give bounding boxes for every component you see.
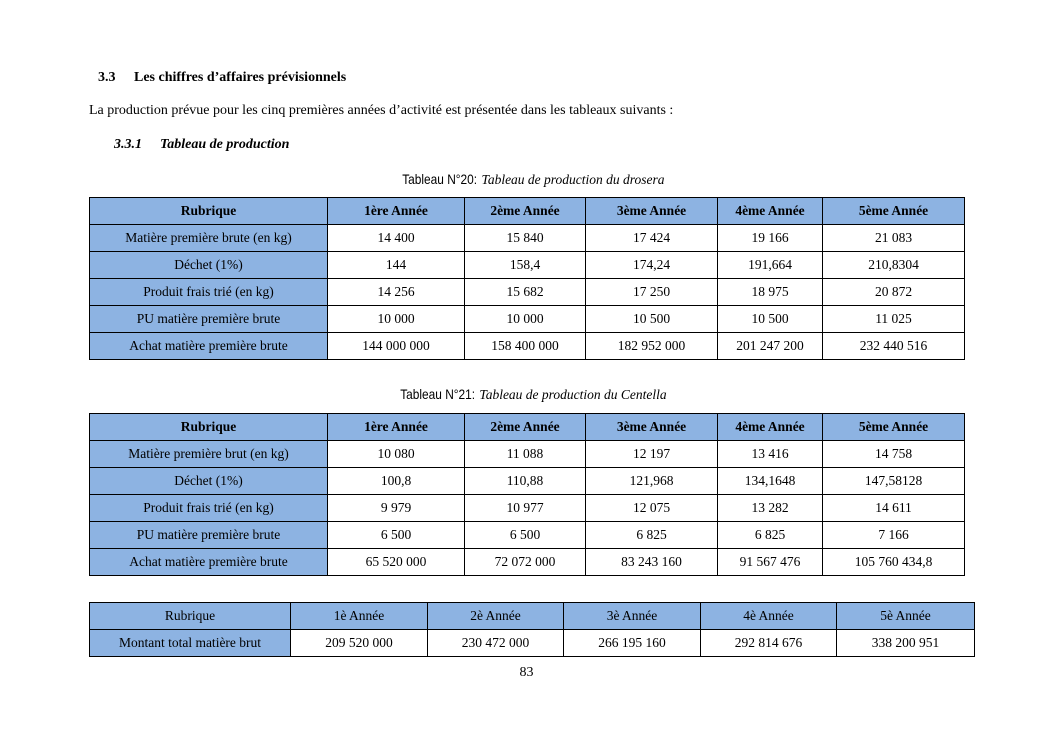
section-title: Les chiffres d’affaires prévisionnels: [134, 70, 347, 85]
table-cell: 11 025: [823, 306, 965, 333]
subsection-number: 3.3.1: [114, 137, 142, 152]
section-heading: [98, 70, 346, 86]
column-header: 4ème Année: [718, 198, 823, 225]
table2-caption-title: Tableau de production du Centella: [479, 387, 667, 402]
table2-caption: [89, 386, 965, 403]
table-cell: 10 080: [328, 441, 465, 468]
row-label: Montant total matière brut: [90, 630, 291, 657]
column-header: 5è Année: [837, 603, 975, 630]
table-row: [90, 468, 965, 495]
row-label: PU matière première brute: [90, 306, 328, 333]
table-cell: 18 975: [718, 279, 823, 306]
table-row: [90, 252, 965, 279]
table-cell: 72 072 000: [465, 549, 586, 576]
table-cell: 65 520 000: [328, 549, 465, 576]
intro-paragraph: La production prévue pour les cinq premières années d’activité est présentée dans les tableaux suivants :: [89, 103, 674, 118]
row-label: Matière première brut (en kg): [90, 441, 328, 468]
table-row: [90, 333, 965, 360]
table-cell: 110,88: [465, 468, 586, 495]
table-cell: 13 416: [718, 441, 823, 468]
table-cell: 12 075: [586, 495, 718, 522]
table-cell: 174,24: [586, 252, 718, 279]
row-label: Matière première brute (en kg): [90, 225, 328, 252]
table-cell: 10 000: [328, 306, 465, 333]
table-cell: 12 197: [586, 441, 718, 468]
table1-caption: [89, 171, 965, 188]
row-label: PU matière première brute: [90, 522, 328, 549]
table-cell: 266 195 160: [564, 630, 701, 657]
table-cell: 14 256: [328, 279, 465, 306]
table-cell: 83 243 160: [586, 549, 718, 576]
table1-caption-label: Tableau N°20:: [402, 171, 478, 187]
table-cell: 182 952 000: [586, 333, 718, 360]
table-cell: 7 166: [823, 522, 965, 549]
column-header: 2ème Année: [465, 198, 586, 225]
table-row: [90, 549, 965, 576]
column-header: 1ère Année: [328, 198, 465, 225]
column-header: 4ème Année: [718, 414, 823, 441]
table-cell: 158 400 000: [465, 333, 586, 360]
table-row: [90, 306, 965, 333]
row-label: Déchet (1%): [90, 252, 328, 279]
table-cell: 209 520 000: [291, 630, 428, 657]
column-header: 3ème Année: [586, 414, 718, 441]
row-label: Produit frais trié (en kg): [90, 279, 328, 306]
table-cell: 144 000 000: [328, 333, 465, 360]
table-cell: 121,968: [586, 468, 718, 495]
table-cell: 6 500: [328, 522, 465, 549]
table-cell: 201 247 200: [718, 333, 823, 360]
subsection-title: Tableau de production: [160, 137, 290, 152]
total-raw-material-table: [89, 602, 975, 657]
table-cell: 6 500: [465, 522, 586, 549]
table-cell: 20 872: [823, 279, 965, 306]
table-cell: 6 825: [586, 522, 718, 549]
table-cell: 9 979: [328, 495, 465, 522]
table-cell: 210,8304: [823, 252, 965, 279]
table-row: [90, 441, 965, 468]
column-header: 5ème Année: [823, 414, 965, 441]
page-number: 83: [519, 665, 534, 680]
table-cell: 17 424: [586, 225, 718, 252]
table-cell: 15 840: [465, 225, 586, 252]
table-header-row: [90, 603, 975, 630]
table-cell: 10 000: [465, 306, 586, 333]
column-header: 3ème Année: [586, 198, 718, 225]
column-header: 2è Année: [428, 603, 564, 630]
table-cell: 100,8: [328, 468, 465, 495]
row-label: Déchet (1%): [90, 468, 328, 495]
table-cell: 19 166: [718, 225, 823, 252]
section-number: 3.3: [98, 70, 116, 85]
table-cell: 14 758: [823, 441, 965, 468]
table-cell: 292 814 676: [701, 630, 837, 657]
column-header: 3è Année: [564, 603, 701, 630]
drosera-production-table: [89, 197, 965, 360]
table-cell: 338 200 951: [837, 630, 975, 657]
table-cell: 158,4: [465, 252, 586, 279]
table-cell: 14 611: [823, 495, 965, 522]
table-cell: 105 760 434,8: [823, 549, 965, 576]
row-label: Achat matière première brute: [90, 549, 328, 576]
table-cell: 10 500: [586, 306, 718, 333]
table-row: [90, 279, 965, 306]
column-header: 2ème Année: [465, 414, 586, 441]
column-header: Rubrique: [90, 603, 291, 630]
table-row: [90, 630, 975, 657]
table-header-row: [90, 414, 965, 441]
table-cell: 13 282: [718, 495, 823, 522]
table-cell: 15 682: [465, 279, 586, 306]
table-row: [90, 495, 965, 522]
table-cell: 230 472 000: [428, 630, 564, 657]
table-cell: 10 977: [465, 495, 586, 522]
table-cell: 147,58128: [823, 468, 965, 495]
column-header: 1è Année: [291, 603, 428, 630]
column-header: 5ème Année: [823, 198, 965, 225]
table-cell: 91 567 476: [718, 549, 823, 576]
column-header: 4è Année: [701, 603, 837, 630]
table-cell: 10 500: [718, 306, 823, 333]
table-cell: 232 440 516: [823, 333, 965, 360]
table-cell: 17 250: [586, 279, 718, 306]
table-cell: 134,1648: [718, 468, 823, 495]
table-cell: 6 825: [718, 522, 823, 549]
table1-caption-title: Tableau de production du drosera: [481, 172, 665, 187]
row-label: Produit frais trié (en kg): [90, 495, 328, 522]
table-cell: 21 083: [823, 225, 965, 252]
centella-production-table: [89, 413, 965, 576]
table-cell: 191,664: [718, 252, 823, 279]
column-header: 1ère Année: [328, 414, 465, 441]
table-row: [90, 225, 965, 252]
row-label: Achat matière première brute: [90, 333, 328, 360]
table2-caption-label: Tableau N°21:: [400, 386, 476, 402]
column-header: Rubrique: [90, 414, 328, 441]
table-cell: 14 400: [328, 225, 465, 252]
table-cell: 11 088: [465, 441, 586, 468]
table-row: [90, 522, 965, 549]
column-header: Rubrique: [90, 198, 328, 225]
subsection-heading: [114, 137, 289, 153]
table-header-row: [90, 198, 965, 225]
table-cell: 144: [328, 252, 465, 279]
